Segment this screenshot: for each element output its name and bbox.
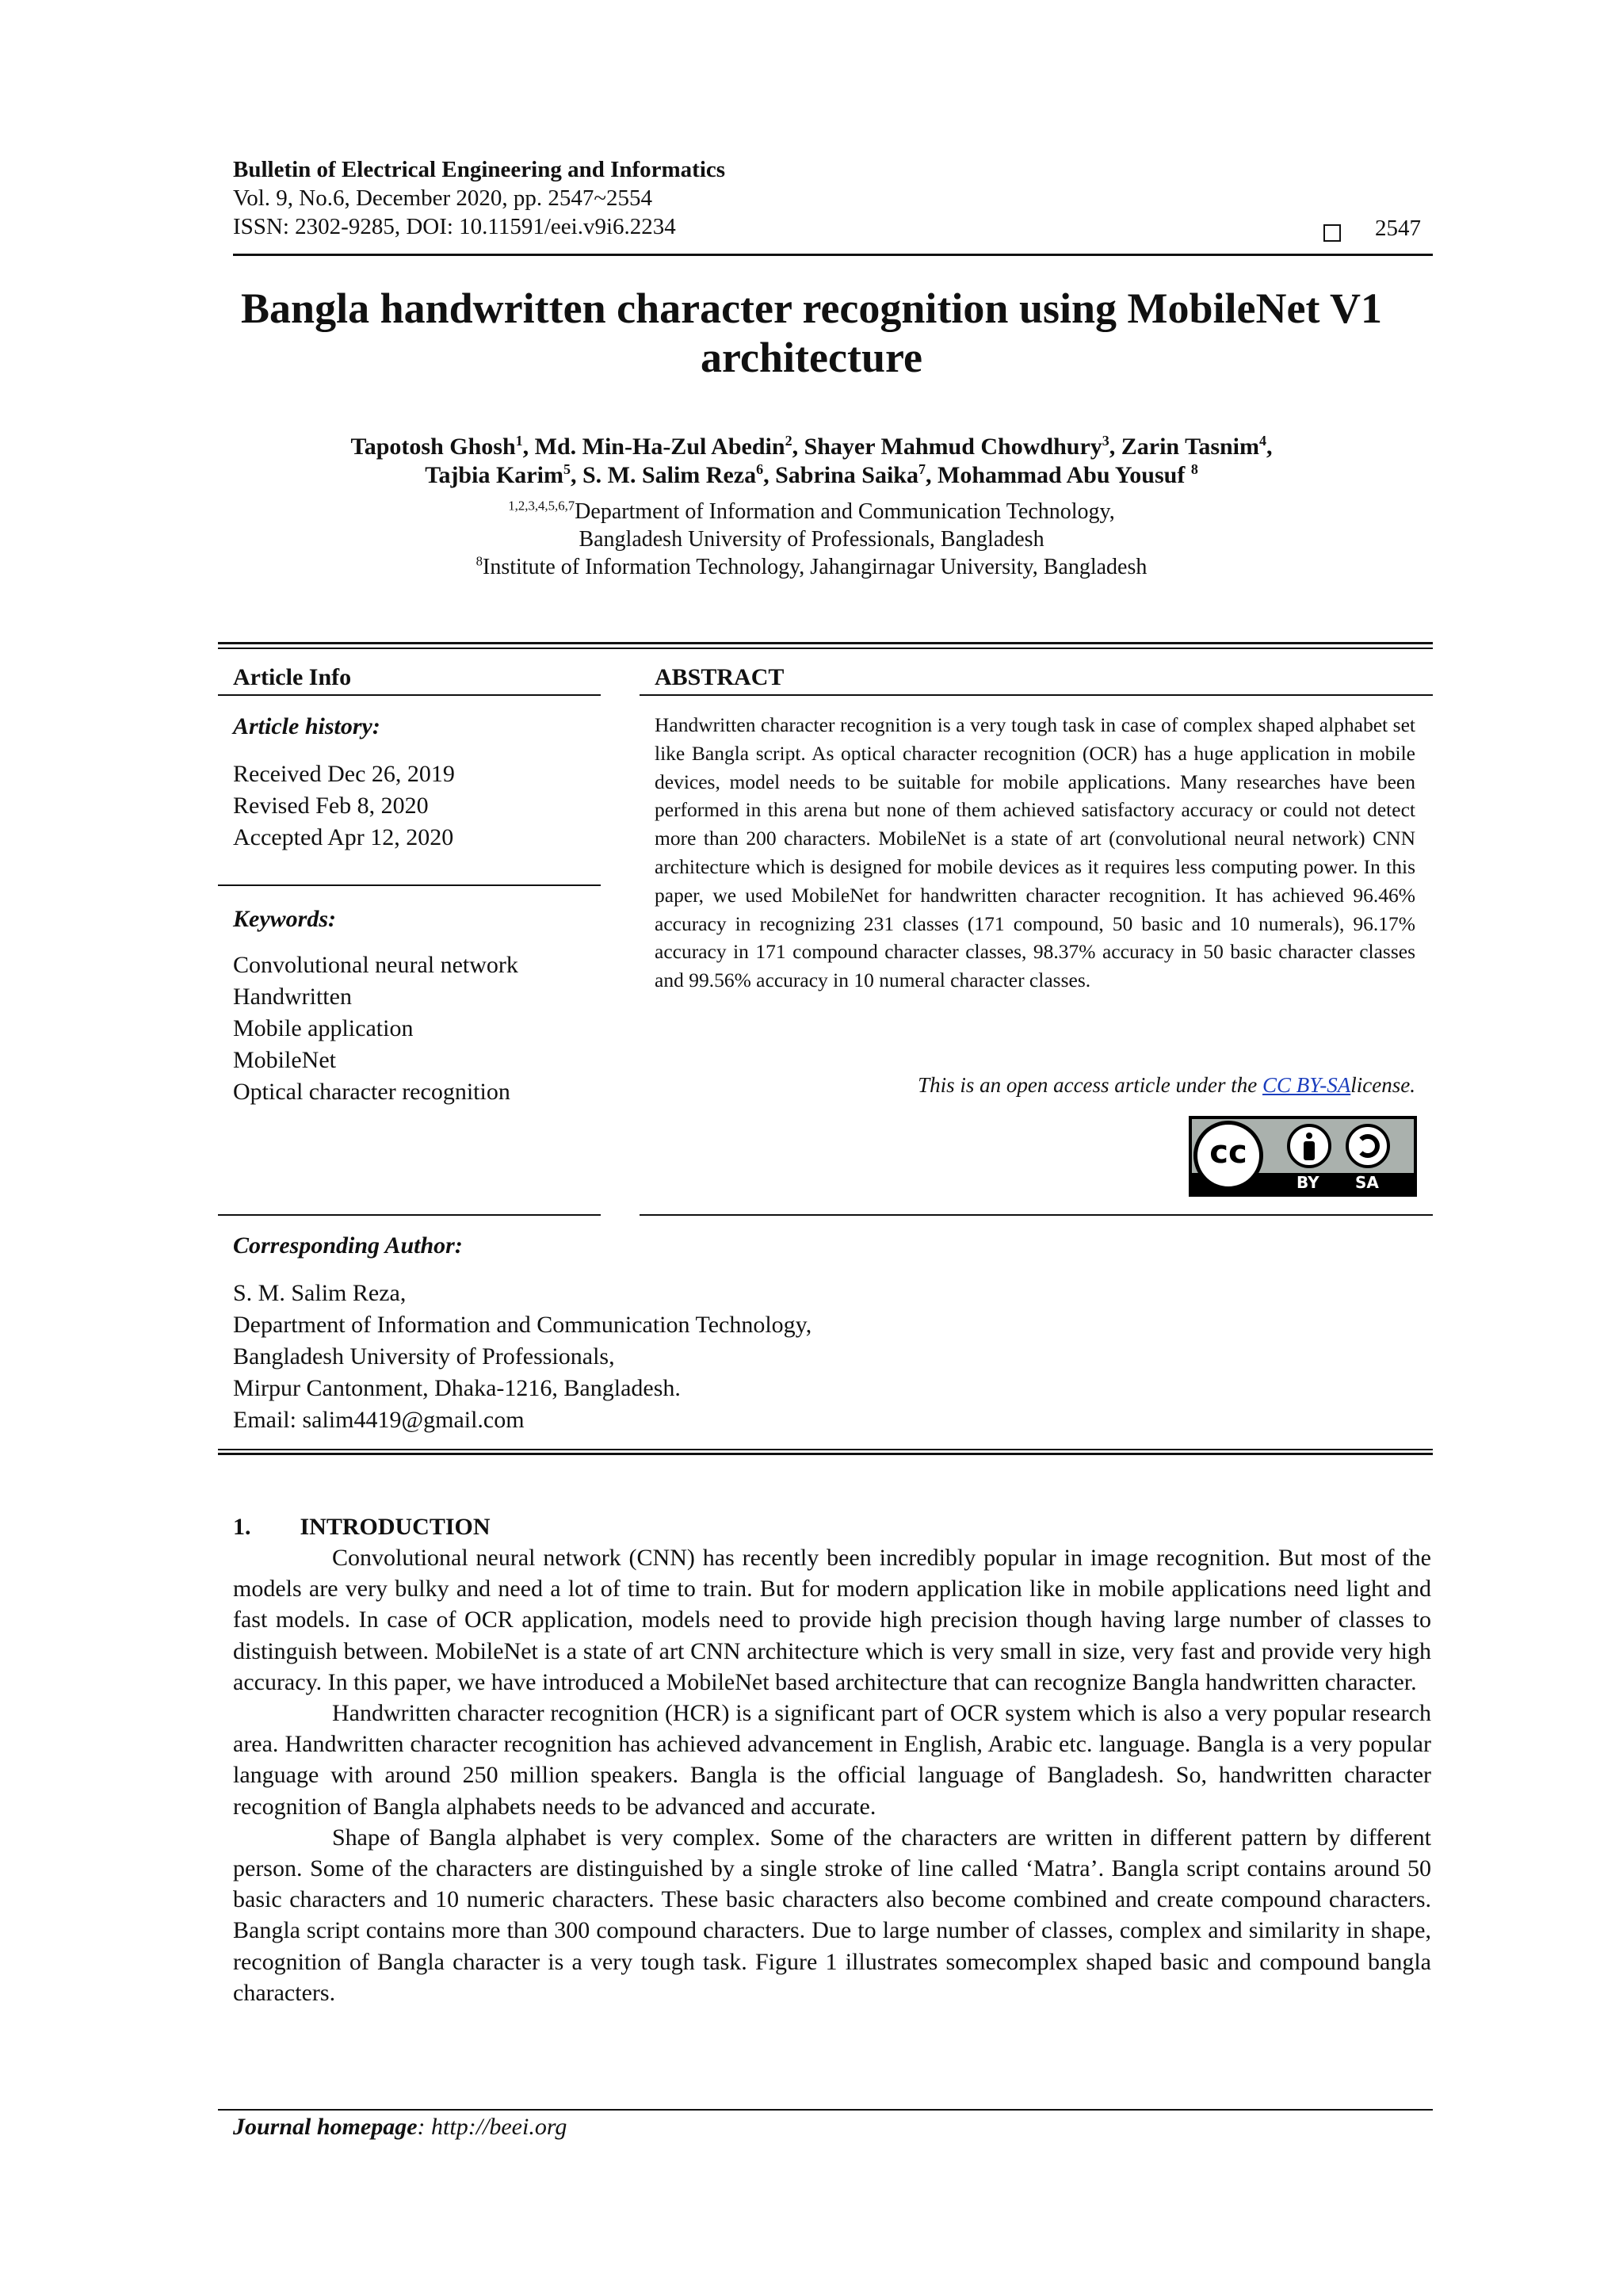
journal-volume: Vol. 9, No.6, December 2020, pp. 2547~2554 (233, 185, 653, 211)
paper-title (158, 284, 1465, 382)
section-number: 1. (233, 1514, 251, 1540)
author-list (158, 433, 1465, 490)
by-icon (1287, 1124, 1331, 1168)
affiliation-text: Bangladesh University of Professionals, Bangladesh (579, 527, 1044, 552)
keywords-list (233, 949, 598, 1108)
author-name: S. M. Salim Reza (582, 462, 757, 488)
paragraph: Convolutional neural network (CNN) has recently been incredibly popular in image recognition. But most of the models are very bulky and need a lot of time to train. But for modern application like in mobile applications need light and fast models. In case of OCR application, models need to provide high precision though having large number of classes to distinguish between. MobileNet is a state of art CNN architecture which is very small in size, very fast and provide very high accuracy. In this paper, we have introduced a MobileNet based architecture that can recognize Bangla handwritten character. (233, 1545, 1431, 1695)
history-heading: Article history: (233, 713, 380, 739)
article-history (233, 758, 598, 854)
author-name: Shayer Mahmud Chowdhury (804, 434, 1102, 460)
title-line-1: Bangla handwritten character recognition using MobileNet V1 (241, 285, 1382, 332)
infobox-top-rule (218, 642, 1433, 644)
history-rule (218, 884, 601, 886)
license-suffix: license. (1350, 1073, 1415, 1097)
affiliation-line (158, 553, 1465, 581)
abstract-bottom-rule (640, 1214, 1433, 1216)
affiliation-text: Institute of Information Technology, Jahangirnagar University, Bangladesh (483, 555, 1148, 579)
footer: Journal homepage: http://beei.org (233, 2114, 567, 2140)
license-link[interactable]: CC BY-SA (1262, 1073, 1351, 1097)
author-sup: 6 (756, 461, 764, 477)
affiliations (158, 498, 1465, 581)
corresponding-heading: Corresponding Author: (233, 1232, 463, 1259)
infobox-top-rule-2 (218, 648, 1433, 649)
page-box-icon (1323, 224, 1341, 242)
abstract-heading: ABSTRACT (655, 664, 785, 690)
badge-sa-label: SA (1355, 1173, 1379, 1192)
keyword: Convolutional neural network (233, 952, 518, 978)
license-note (655, 1073, 1415, 1098)
accepted-date: Accepted Apr 12, 2020 (233, 824, 454, 850)
journal-issn: ISSN: 2302-9285, DOI: 10.11591/eei.v9i6.2234 (233, 214, 676, 239)
introduction-body (233, 1542, 1431, 2008)
corresponding-details (233, 1278, 812, 1436)
author-sup: 1 (515, 433, 523, 449)
author-line-2: Tajbia Karim$^5$, S. M. Salim Reza$^6$, Sabrina Saika$^7$, Mohammad Abu Yousuf $^8$ (425, 461, 1198, 488)
received-date: Received Dec 26, 2019 (233, 761, 455, 787)
affiliation-line (158, 525, 1465, 553)
corresponding-line: Bangladesh University of Professionals, (233, 1343, 615, 1370)
paragraph: Shape of Bangla alphabet is very complex. Some of the characters are written in different pattern by different person. Some of the characters are distinguished by a single stroke of line called ‘Matra’. Bangla script contains around 50 basic characters and 10 numeric characters. These basic characters also become combined and create compound characters. Bangla script contains more than 300 compound characters. Due to large number of classes, complex and similarity in shape, recognition of Bangla character is a very tough task. Figure 1 illustrates somecomplex shaped basic and compound bangla characters. (233, 1824, 1431, 2006)
author-name: Tajbia Karim (425, 462, 563, 488)
section-title: INTRODUCTION (300, 1514, 491, 1540)
corresponding-email: Email: salim4419@gmail.com (233, 1407, 525, 1433)
header-rule (233, 254, 1433, 256)
keyword: Handwritten (233, 984, 352, 1010)
footer-label: Journal homepage (233, 2114, 418, 2140)
section-heading-introduction (233, 1514, 491, 1541)
author-sup: 4 (1259, 433, 1267, 449)
infobox-bottom-rule-2 (218, 1453, 1433, 1455)
corresponding-line: Department of Information and Communication Technology, (233, 1312, 812, 1338)
article-info-rule (218, 694, 601, 696)
license-prefix: This is an open access article under the (918, 1073, 1263, 1097)
footer-rule (218, 2109, 1433, 2111)
affiliation-line (158, 498, 1465, 525)
paragraph: Handwritten character recognition (HCR) is a significant part of OCR system which is also a very popular research area. Handwritten character recognition has achieved advancement in English, Arabic etc. language. Bangla is a very popular language with around 250 million speakers. Bangla is the official language of Bangladesh. So, handwritten character recognition of Bangla alphabets needs to be advanced and accurate. (233, 1700, 1431, 1820)
author-name: Md. Min-Ha-Zul Abedin (534, 434, 785, 460)
corresponding-line: S. M. Salim Reza, (233, 1280, 407, 1306)
page-number: 2547 (1375, 216, 1421, 241)
article-info-heading: Article Info (233, 664, 352, 690)
abstract-text: Handwritten character recognition is a very tough task in case of complex shaped alphabet set like Bangla script. As optical character recognition (OCR) has a huge application in mobile devices, model needs to be suitable for mobile applications. Many researches have been performed in this arena but none of them achieved satisfactory accuracy or could not detect more than 200 characters. MobileNet is a state of art (convolutional neural network) CNN architecture which is designed for mobile devices as it requires less computing power. In this paper, we used MobileNet for handwritten character recognition. It has achieved 96.46% accuracy in recognizing 231 classes (171 compound, 50 basic and 10 numerals), 96.17% accuracy in 171 compound character classes, 98.37% accuracy in 50 basic character classes and 99.56% accuracy in 10 numeral character classes. (655, 713, 1415, 992)
author-sup: 8 (1190, 461, 1198, 477)
revised-date: Revised Feb 8, 2020 (233, 793, 429, 819)
author-name: Mohammad Abu Yousuf (938, 462, 1186, 488)
affiliation-sup: 1,2,3,4,5,6,7 (508, 498, 575, 514)
cc-icon (1193, 1121, 1263, 1190)
title-line-2: architecture (701, 334, 922, 381)
author-name: Sabrina Saika (775, 462, 918, 488)
journal-name: Bulletin of Electrical Engineering and Informatics (233, 157, 726, 182)
corresponding-line: Mirpur Cantonment, Dhaka-1216, Bangladesh. (233, 1375, 681, 1401)
cc-by-sa-badge[interactable] (1189, 1116, 1417, 1197)
keywords-rule (218, 1214, 601, 1216)
author-name: Zarin Tasnim (1121, 434, 1260, 460)
sa-icon (1346, 1124, 1390, 1168)
infobox-bottom-rule (218, 1449, 1433, 1450)
keyword: Mobile application (233, 1015, 414, 1041)
author-name: Tapotosh Ghosh (350, 434, 516, 460)
author-sup: 2 (785, 433, 792, 449)
cc-icon-text: cc (1209, 1134, 1247, 1171)
author-line-1: Tapotosh Ghosh$^1$, Md. Min-Ha-Zul Abedin$^2$, Shayer Mahmud Chowdhury$^3$, Zarin Tasnim$^4$, (350, 433, 1273, 460)
author-sup: 7 (918, 461, 926, 477)
author-sup: 5 (563, 461, 571, 477)
keyword: MobileNet (233, 1047, 336, 1073)
author-sup: 3 (1102, 433, 1109, 449)
badge-by-label: BY (1296, 1173, 1319, 1192)
keywords-heading: Keywords: (233, 906, 336, 932)
affiliation-text: Department of Information and Communication Technology, (575, 499, 1115, 524)
keyword: Optical character recognition (233, 1079, 510, 1105)
abstract-rule (640, 694, 1433, 696)
journal-header (233, 155, 725, 241)
footer-url[interactable]: http://beei.org (431, 2114, 567, 2140)
affiliation-sup: 8 (475, 553, 483, 569)
